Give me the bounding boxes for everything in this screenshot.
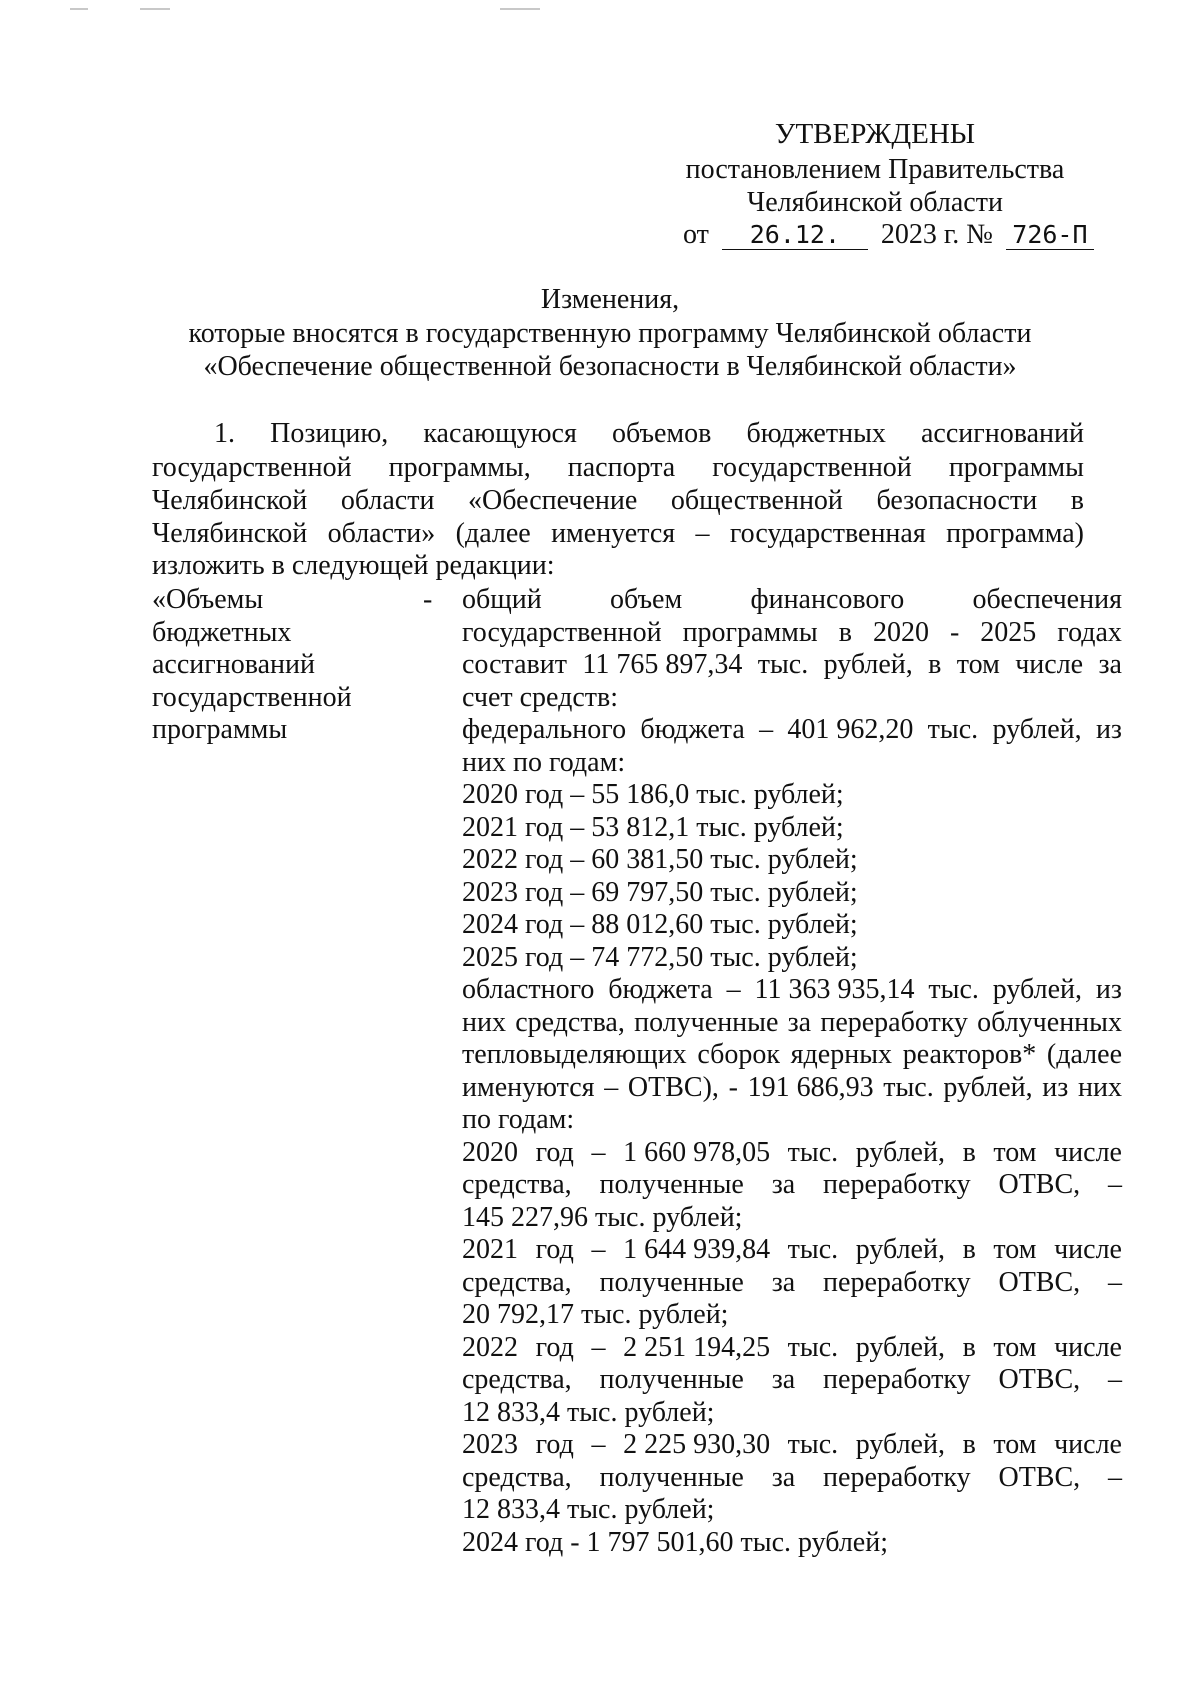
right-column-word: тыс. [787,1136,839,1168]
heading-line-2: которые вносятся в государственную программу Челябинской области [188,318,1032,349]
right-column-word: них [462,1006,506,1038]
paragraph-word: государственной [152,452,352,483]
right-column-word: рублей, [992,714,1082,745]
right-column-word: тыс. [787,1234,839,1265]
right-column-line [462,1364,1122,1397]
right-column-line [462,649,1122,682]
right-column-word: из [1095,714,1122,745]
right-column-word: из [1042,1071,1069,1103]
approval-year: 2023 г. № [880,219,993,250]
right-column-word: рублей, [823,649,913,680]
right-column-word: – [726,974,741,1005]
right-column-word: полученные [599,1169,744,1200]
right-column-word: средства, [462,1461,572,1493]
paragraph-line [152,452,1084,484]
right-column-word: – [1108,1266,1122,1298]
right-column-line: 12 833,4 тыс. рублей; [462,1494,715,1525]
right-column-word: том [993,1136,1037,1168]
paragraph-line [214,418,1084,450]
right-column-word: тепловыделяющих [462,1039,687,1070]
right-column-line: 2023 год – 69 797,50 тыс. рублей; [462,876,858,908]
right-column-word: тыс. [883,1071,934,1103]
left-label-line: программы [152,714,288,745]
right-column-word: них [1078,1071,1122,1103]
approval-line-2: постановлением Правительства [685,154,1065,185]
right-column-word: годах [1057,616,1122,648]
paragraph-word: государственной [712,452,912,483]
scan-artifact [140,8,170,10]
right-column-line [462,974,1122,1007]
right-column-line: 20 792,17 тыс. рублей; [462,1299,729,1330]
right-column-word: – [591,1429,606,1460]
paragraph-word: касающуюся [423,418,577,449]
paragraph-word: области» [327,518,436,549]
right-column-line [462,1234,1122,1267]
paragraph-word: программы, [388,452,531,483]
right-column-word: числе [1054,1429,1122,1460]
paragraph-word: Позицию, [270,418,389,449]
right-column-word: год [535,1234,574,1265]
right-column-word: средства, [515,1006,625,1038]
right-column-word: 11 363 935,14 [754,974,915,1005]
right-column-word: средства, [462,1364,572,1395]
right-column-line: 2022 год – 60 381,50 тыс. рублей; [462,844,858,875]
right-column-word: переработку [820,1006,968,1038]
scan-artifact [500,8,540,10]
paragraph-word: общественной [670,485,843,516]
right-column-word: в [962,1429,976,1460]
paragraph-word: безопасности [876,485,1038,516]
paragraph-line [152,485,1084,517]
paragraph-word: 1. [214,418,235,449]
right-column-word: – [1108,1169,1122,1200]
right-column-line [462,1169,1122,1202]
left-label-line: бюджетных [152,616,292,648]
right-column-word: 2022 [462,1331,518,1363]
right-column-word: числе [1054,1136,1122,1168]
right-column-word: за [771,1364,796,1395]
paragraph-word: объемов [611,418,712,449]
right-column-word: в [962,1234,976,1265]
right-column-word: рублей, [855,1331,945,1363]
right-column-word: сборок [697,1039,780,1070]
paragraph-word: в [1070,485,1084,516]
right-column-word: рублей, [943,1071,1033,1103]
right-column-line: 2024 год - 1 797 501,60 тыс. рублей; [462,1526,889,1558]
right-column-line [462,1007,1122,1040]
right-column-word: обеспечения [972,584,1122,615]
right-column-word: составит [462,649,567,680]
right-column-word: переработку [823,1266,971,1298]
right-column-line [462,714,1122,747]
paragraph-word: ассигнований [920,418,1084,449]
right-column-word: год [535,1331,574,1363]
right-column-word: рублей, [855,1234,945,1265]
right-column-word: 11 765 897,34 [582,649,743,680]
approval-line-3: Челябинской области [747,187,1003,218]
right-column-word: 1 660 978,05 [623,1136,771,1168]
right-column-word: полученные [599,1461,744,1493]
right-column-word: 191 686,93 [747,1071,874,1103]
right-column-word: ОТВС, [998,1169,1081,1200]
paragraph-word: именуется [551,518,676,549]
right-column-line: 12 833,4 тыс. рублей; [462,1396,715,1428]
left-label-line: государственной [152,681,352,713]
right-column-line [462,584,1122,617]
right-column-line: 2025 год – 74 772,50 тыс. рублей; [462,941,858,973]
right-column-word: в [838,616,852,648]
scan-artifact [70,8,88,10]
right-column-word: 2025 [980,616,1037,648]
right-column-word: рублей, [855,1429,945,1460]
approval-from: от [683,219,709,250]
right-column-line: них по годам: [462,746,626,778]
paragraph-line [152,518,1084,550]
right-column-word: тыс. [928,974,979,1005]
right-column-word: – [591,1331,606,1363]
right-column-word: ядерных [790,1039,893,1070]
paragraph-word: государственная [729,518,926,549]
right-column-word: рублей, [855,1136,945,1168]
right-column-line [462,617,1122,650]
left-label-line: «Объемы [152,584,264,615]
right-column-word: облученных [977,1006,1122,1038]
right-column-word: рублей, [992,974,1082,1005]
right-column-word: 2020 [462,1136,518,1168]
right-column-word: – [604,1071,619,1103]
right-column-word: ОТВС, [998,1461,1081,1493]
right-column-word: - [728,1071,738,1103]
right-column-word: в [962,1136,976,1168]
right-column-word: 2020 [872,616,929,648]
right-column-word: федерального [462,714,627,745]
right-column-word: общий [462,584,542,615]
right-column-line [462,1429,1122,1462]
right-column-word: переработку [823,1169,971,1200]
paragraph-word: бюджетных [746,418,886,449]
paragraph-word: программа) [946,518,1084,549]
right-column-word: переработку [823,1364,971,1395]
right-column-word: государственной [462,616,662,648]
approval-date-line [683,219,1103,251]
right-column-word: ОТВС), [627,1071,719,1103]
right-column-word: год [535,1429,574,1460]
right-column-line: по годам: [462,1104,575,1135]
right-column-word: средства, [462,1169,572,1200]
right-column-word: за [1098,649,1122,680]
right-column-word: год [535,1136,574,1168]
right-column-word: числе [1015,649,1084,680]
right-column-word: в [928,649,942,680]
left-label-line: ассигнований [152,649,315,680]
right-column-word: тыс. [757,649,809,680]
right-column-word: тыс. [787,1429,839,1460]
right-column-word: тыс. [927,714,979,745]
right-column-line: 145 227,96 тыс. рублей; [462,1201,743,1233]
right-column-word: ОТВС, [998,1364,1081,1395]
right-column-line: 2020 год – 55 186,0 тыс. рублей; [462,779,844,810]
right-column-word: том [993,1429,1037,1460]
right-column-line: 2021 год – 53 812,1 тыс. рублей; [462,811,844,843]
table-dash: - [423,584,433,615]
right-column-word: программы [682,616,818,648]
heading-line-3: «Обеспечение общественной безопасности в Челябинской области» [203,351,1017,382]
right-column-word: – [1108,1364,1122,1395]
right-column-word: полученные [599,1364,744,1395]
right-column-line [462,1137,1122,1170]
right-column-word: финансового [750,584,905,615]
right-column-line: 2024 год – 88 012,60 тыс. рублей; [462,909,858,940]
right-column-word: – [1108,1461,1122,1493]
right-column-word: бюджета [640,714,745,745]
right-column-word: полученные [599,1266,744,1298]
right-column-word: – [591,1136,606,1168]
right-column-word: тыс. [787,1331,839,1363]
right-column-line [462,1267,1122,1300]
right-column-word: реакторов* [902,1039,1037,1070]
right-column-word: за [771,1266,796,1298]
paragraph-word: – [695,518,710,549]
right-column-word: 401 962,20 [787,714,914,745]
right-column-word: том [993,1234,1037,1265]
right-column-line [462,1072,1122,1105]
paragraph-word: Челябинской [152,518,308,549]
right-column-line [462,1039,1122,1072]
heading-line-1: Изменения, [540,284,680,315]
right-column-word: (далее [1046,1039,1122,1070]
right-column-word: областного [462,974,595,1005]
right-column-word: из [1095,974,1122,1005]
paragraph-word: области [340,485,435,516]
right-column-line [462,1332,1122,1365]
paragraph-word: паспорта [567,452,676,483]
right-column-word: ОТВС, [998,1266,1081,1298]
right-column-word: средства, [462,1266,572,1298]
handwritten-number: 726-П [1006,221,1094,250]
table-left-label [152,584,352,747]
right-column-word: 2 225 930,30 [623,1429,771,1460]
table-right-column [462,584,1122,1559]
right-column-word: том [956,649,1000,680]
paragraph-word: Челябинской [152,485,308,516]
right-column-word: 1 644 939,84 [623,1234,771,1265]
right-column-word: том [993,1331,1037,1363]
approval-title: УТВЕРЖДЕНЫ [774,118,976,150]
handwritten-date: 26.12. [722,221,868,250]
paragraph-word: (далее [455,518,531,549]
right-column-word: объем [610,584,683,615]
right-column-word: в [962,1331,976,1363]
right-column-word: - [949,616,960,648]
right-column-word: за [787,1006,812,1038]
right-column-word: числе [1054,1234,1122,1265]
right-column-word: за [771,1461,796,1493]
right-column-word: 2 251 194,25 [623,1331,771,1363]
paragraph-last-line: изложить в следующей редакции: [152,550,555,581]
right-column-word: бюджета [608,974,713,1005]
right-column-line [462,1462,1122,1495]
paragraph-word: программы [948,452,1084,483]
right-column-line: счет средств: [462,681,619,713]
right-column-word: числе [1054,1331,1122,1363]
right-column-word: 2023 [462,1429,518,1460]
right-column-word: – [759,714,774,745]
right-column-word: именуются [462,1071,595,1103]
paragraph-word: «Обеспечение [468,485,638,516]
right-column-word: – [591,1234,606,1265]
right-column-word: за [771,1169,796,1200]
right-column-word: полученные [634,1006,779,1038]
right-column-word: переработку [823,1461,971,1493]
right-column-word: 2021 [462,1234,518,1265]
